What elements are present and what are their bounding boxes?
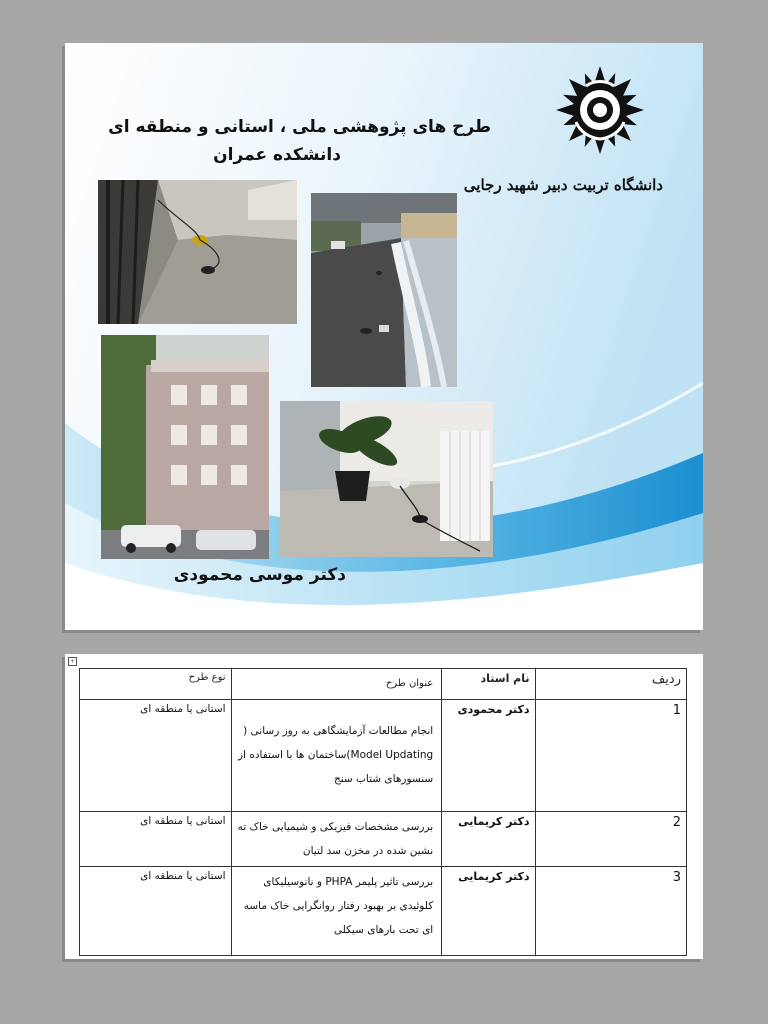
table-row	[80, 700, 687, 812]
photo-balcony-sensors	[98, 180, 297, 324]
presentation-slide	[65, 43, 703, 630]
row-number: 3	[535, 867, 686, 956]
table-header-row	[80, 669, 687, 700]
projects-table	[79, 668, 687, 956]
project-title-text: بررسی مشخصات فیزیکی و شیمیایی خاک ته نشین شده در مخزن سد لتیان	[237, 821, 434, 857]
photo-room-sensor	[280, 401, 493, 557]
slide-title-line1: طرح های پژوهشی ملی ، استانی و منطقه ای	[108, 117, 491, 137]
university-logo-text: دانشگاه تربیت دبیر شهید رجایی	[463, 176, 663, 194]
slide-author: دکتر موسی محمودی	[173, 565, 346, 585]
table-row	[80, 812, 687, 867]
project-title	[231, 867, 442, 956]
row-number: 1	[535, 700, 686, 812]
header-type: نوع طرح	[80, 669, 232, 700]
project-title-text: انجام مطالعات آزمایشگاهی به روز رسانی ( Model Updating)ساختمان ها با استفاده از سنسورهای شتاب سنج	[238, 725, 434, 785]
project-type: استانی یا منطقه ای	[80, 867, 232, 956]
header-title: عنوان طرح	[231, 669, 442, 700]
table-move-handle-icon[interactable]: +	[69, 658, 76, 665]
project-title-text: بررسی تاثیر پلیمر PHPA و نانوسیلیکای کلوئیدی بر بهبود رفتار روانگرایی خاک ماسه ای تحت بارهای سیکلی	[243, 876, 434, 936]
project-title	[231, 700, 442, 812]
table-row	[80, 867, 687, 956]
professor-name: دکتر کریمایی	[442, 812, 535, 867]
slide-title-line2: دانشکده عمران	[213, 145, 341, 165]
header-row-number: ردیف	[535, 669, 686, 700]
project-type: استانی یا منطقه ای	[80, 812, 232, 867]
photo-bridge-railing	[311, 193, 457, 387]
professor-name: دکتر کریمایی	[442, 867, 535, 956]
project-type: استانی یا منطقه ای	[80, 700, 232, 812]
project-title	[231, 812, 442, 867]
header-professor: نام استاد	[442, 669, 535, 700]
university-logo-icon	[545, 63, 655, 158]
row-number: 2	[535, 812, 686, 867]
professor-name: دکتر محمودی	[442, 700, 535, 812]
document-page	[65, 654, 703, 959]
photo-building-facade	[101, 335, 269, 559]
